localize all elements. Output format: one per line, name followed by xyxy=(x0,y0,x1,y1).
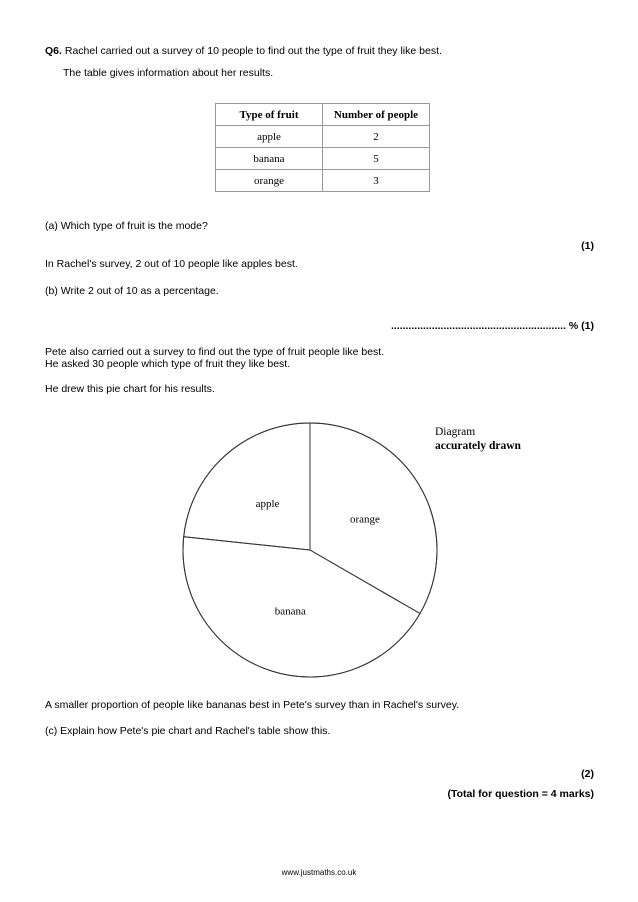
table-header-people: Number of people xyxy=(323,104,430,126)
pie-label-apple: apple xyxy=(255,497,280,510)
total-marks: (Total for question = 4 marks) xyxy=(447,788,594,800)
table-cell-fruit: banana xyxy=(216,148,323,170)
diagram-note-line-2: accurately drawn xyxy=(435,440,521,452)
table-cell-count: 5 xyxy=(323,148,430,170)
part-b-question: (b) Write 2 out of 10 as a percentage. xyxy=(45,285,219,297)
diagram-note-line-1: Diagram xyxy=(435,426,476,438)
question-intro-text: Rachel carried out a survey of 10 people to find out the type of fruit they like best. xyxy=(64,45,442,57)
pete-line-2: He asked 30 people which type of fruit they like best. xyxy=(45,358,291,370)
table-cell-fruit: orange xyxy=(216,170,323,192)
table-cell-fruit: apple xyxy=(216,126,323,148)
table-header-fruit: Type of fruit xyxy=(216,104,323,126)
part-b-answer-line[interactable]: ............................................................ % (1) xyxy=(390,320,594,332)
footer-url: www.justmaths.co.uk xyxy=(281,868,357,877)
pie-label-orange: orange xyxy=(350,513,380,526)
part-a-question: (a) Which type of fruit is the mode? xyxy=(45,220,208,232)
part-c-marks: (2) xyxy=(581,768,594,780)
pete-line-1: Pete also carried out a survey to find out the type of fruit people like best. xyxy=(45,346,385,358)
pete-line-3: He drew this pie chart for his results. xyxy=(45,383,215,395)
table-cell-count: 3 xyxy=(323,170,430,192)
part-a-marks: (1) xyxy=(581,240,594,252)
question-number: Q6. xyxy=(45,45,62,57)
part-c-question: (c) Explain how Pete's pie chart and Rachel's table show this. xyxy=(45,725,331,737)
statement: A smaller proportion of people like bananas best in Pete's survey than in Rachel's survey. xyxy=(45,699,460,711)
table-cell-count: 2 xyxy=(323,126,430,148)
pie-slice-apple xyxy=(184,423,310,550)
table-intro: The table gives information about her results. xyxy=(63,67,274,79)
info-apples: In Rachel's survey, 2 out of 10 people like apples best. xyxy=(45,258,298,270)
pie-label-banana: banana xyxy=(274,605,306,618)
